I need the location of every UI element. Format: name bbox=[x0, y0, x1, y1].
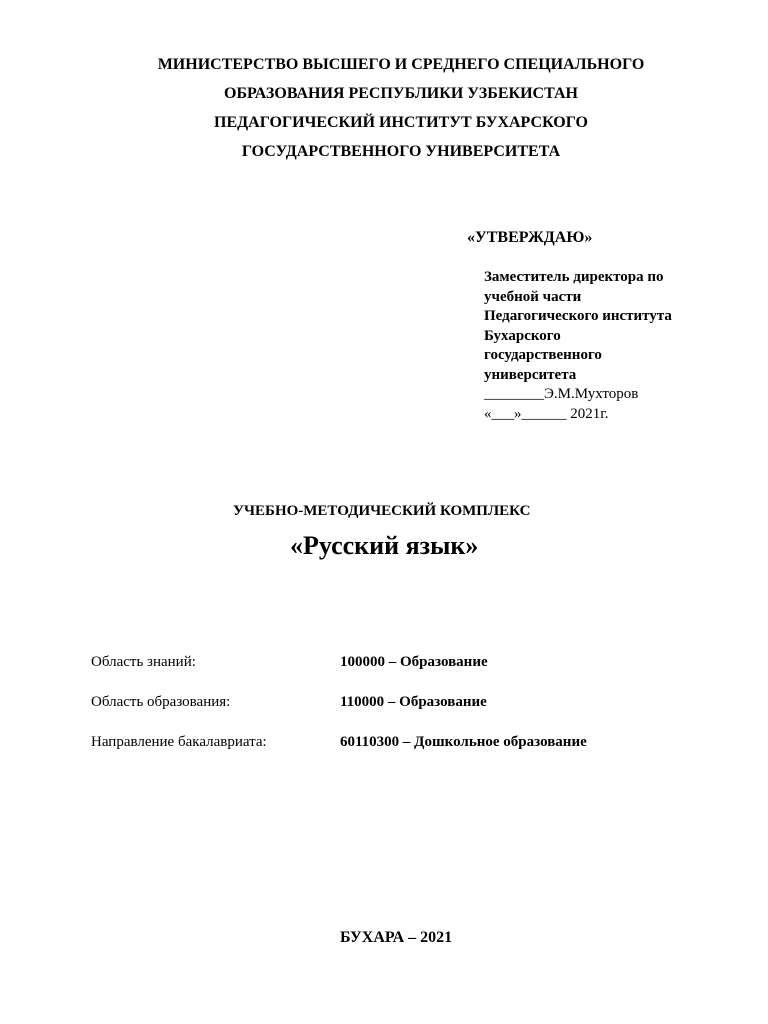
header-line-2: ОБРАЗОВАНИЯ РЕСПУБЛИКИ УЗБЕКИСТАН bbox=[224, 85, 578, 102]
header-line-1: МИНИСТЕРСТВО ВЫСШЕГО И СРЕДНЕГО СПЕЦИАЛЬНОГО bbox=[157, 56, 645, 73]
ministry-header bbox=[0, 50, 768, 166]
approval-line-2: учебной части bbox=[484, 288, 582, 305]
field-row-education-area bbox=[91, 694, 691, 714]
field-value: 110000 – Образование bbox=[340, 694, 487, 710]
field-value: 100000 – Образование bbox=[340, 654, 488, 670]
field-row-bachelor-direction bbox=[91, 734, 691, 754]
header-line-4: ГОСУДАРСТВЕННОГО УНИВЕРСИТЕТА bbox=[241, 143, 561, 160]
header-line-3: ПЕДАГОГИЧЕСКИЙ ИНСТИТУТ БУХАРСКОГО bbox=[214, 114, 588, 131]
field-row-knowledge-area bbox=[91, 654, 691, 674]
approval-title: «УТВЕРЖДАЮ» bbox=[467, 229, 593, 246]
document-type-label: УЧЕБНО-МЕТОДИЧЕСКИЙ КОМПЛЕКС bbox=[233, 503, 531, 519]
approval-line-3: Педагогического института bbox=[484, 308, 672, 324]
city-year: БУХАРА – 2021 bbox=[340, 929, 453, 946]
field-value: 60110300 – Дошкольное образование bbox=[340, 734, 587, 750]
approval-line-4: Бухарского bbox=[484, 327, 561, 344]
field-label: Направление бакалавриата: bbox=[91, 734, 267, 750]
approval-line-1: Заместитель директора по bbox=[484, 269, 664, 285]
approval-line-6: университета bbox=[484, 366, 577, 383]
approval-signature-line: ________Э.М.Мухторов bbox=[484, 386, 639, 402]
approval-block bbox=[484, 268, 672, 424]
course-title: «Русский язык» bbox=[290, 531, 479, 560]
approval-line-5: государственного bbox=[484, 347, 602, 363]
field-label: Область образования: bbox=[91, 694, 231, 710]
field-label: Область знаний: bbox=[91, 654, 196, 670]
approval-date-line: «___»______ 2021г. bbox=[484, 405, 609, 422]
